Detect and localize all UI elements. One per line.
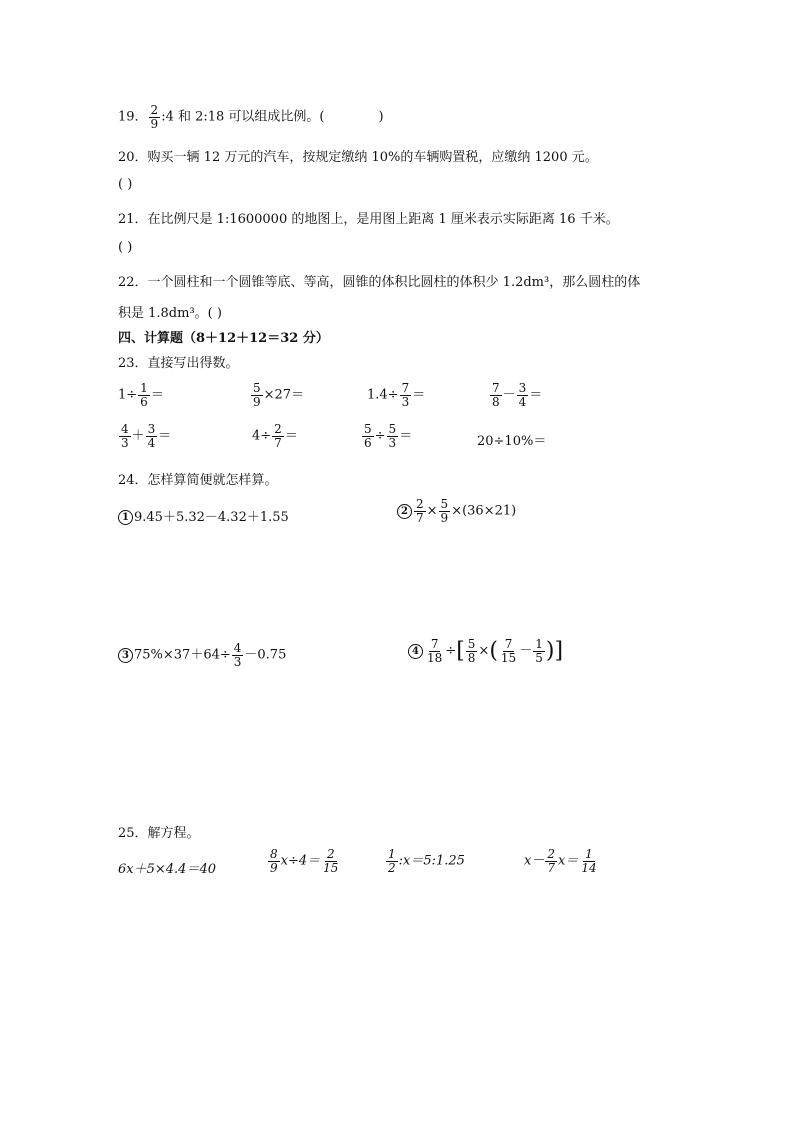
q24-problem-1: 1 9.45＋5.32－4.32＋1.55 — [118, 506, 289, 525]
q23-expr-6: 4÷ $\frac{2}{7}$ ＝ — [252, 422, 298, 450]
q24-problem-2: 2 $\frac{2}{7}$ × $\frac{5}{9}$ ×(36×21) — [397, 498, 516, 524]
question-20-answer-blank: ( ) — [118, 177, 133, 192]
question-25-title: 25．解方程。 — [118, 826, 200, 841]
q23-expr-3: 1.4÷ $\frac{7}{3}$ ＝ — [367, 381, 426, 409]
q23-expr-8: 20÷10%＝ — [477, 434, 547, 449]
q25-equation-2: $\frac{8}{9}$ x÷4＝ $\frac{2}{15}$ — [270, 847, 339, 875]
circled-number: 2 — [397, 504, 412, 519]
question-21-text: 21．在比例尺是 1:1600000 的地图上，是用图上距离 1 厘米表示实际距离 16 千米。 — [118, 212, 619, 227]
fraction: $\frac{2}{9}$ — [150, 103, 159, 131]
question-22-line1: 22．一个圆柱和一个圆锥等底、等高，圆锥的体积比圆柱的体积少 1.2dm³，那么圆柱的体 — [118, 275, 641, 290]
q24-problem-4: 4 $\frac{7}{18}$ ÷[ $\frac{5}{8}$ ×( $\frac{7}{15}$ － $\frac{1}{5}$ )] — [408, 638, 563, 664]
circled-number: 3 — [118, 648, 133, 663]
question-20-text: 20．购买一辆 12 万元的汽车，按规定缴纳 10%的车辆购置税，应缴纳 1200 元。 — [118, 150, 598, 165]
circled-number: 4 — [408, 644, 423, 659]
q25-equation-4: x－ $\frac{2}{7}$ x＝ $\frac{1}{14}$ — [524, 847, 597, 875]
question-21-answer-blank: ( ) — [118, 240, 133, 255]
q25-equation-1: 6x＋5×4.4＝40 — [118, 862, 216, 877]
q24-problem-3: 3 75%×37＋64÷ $\frac{4}{3}$ －0.75 — [118, 642, 286, 668]
q23-expr-2: $\frac{5}{9}$ ×27＝ — [253, 381, 305, 409]
q23-expr-1: 1÷ $\frac{1}{6}$ ＝ — [118, 381, 164, 409]
question-24-title: 24．怎样算简便就怎样算。 — [118, 473, 278, 488]
question-23-title: 23．直接写出得数。 — [118, 356, 239, 371]
question-19: 19． $\frac{2}{9}$ :4 和 2:18 可以组成比例。( ) — [118, 103, 384, 131]
q23-expr-7: $\frac{5}{6}$ ÷ $\frac{5}{3}$ ＝ — [364, 422, 413, 450]
q25-equation-3: $\frac{1}{2}$ :x＝5:1.25 — [388, 847, 465, 875]
circled-number: 1 — [118, 510, 133, 525]
q23-expr-4: $\frac{7}{8}$ － $\frac{3}{4}$ ＝ — [492, 381, 543, 409]
q23-expr-5: $\frac{4}{3}$ ＋ $\frac{3}{4}$ ＝ — [121, 422, 172, 450]
section-title: 四、计算题（8＋12＋12＝32 分） — [118, 331, 329, 346]
question-22-line2: 积是 1.8dm³。( ) — [118, 306, 222, 321]
